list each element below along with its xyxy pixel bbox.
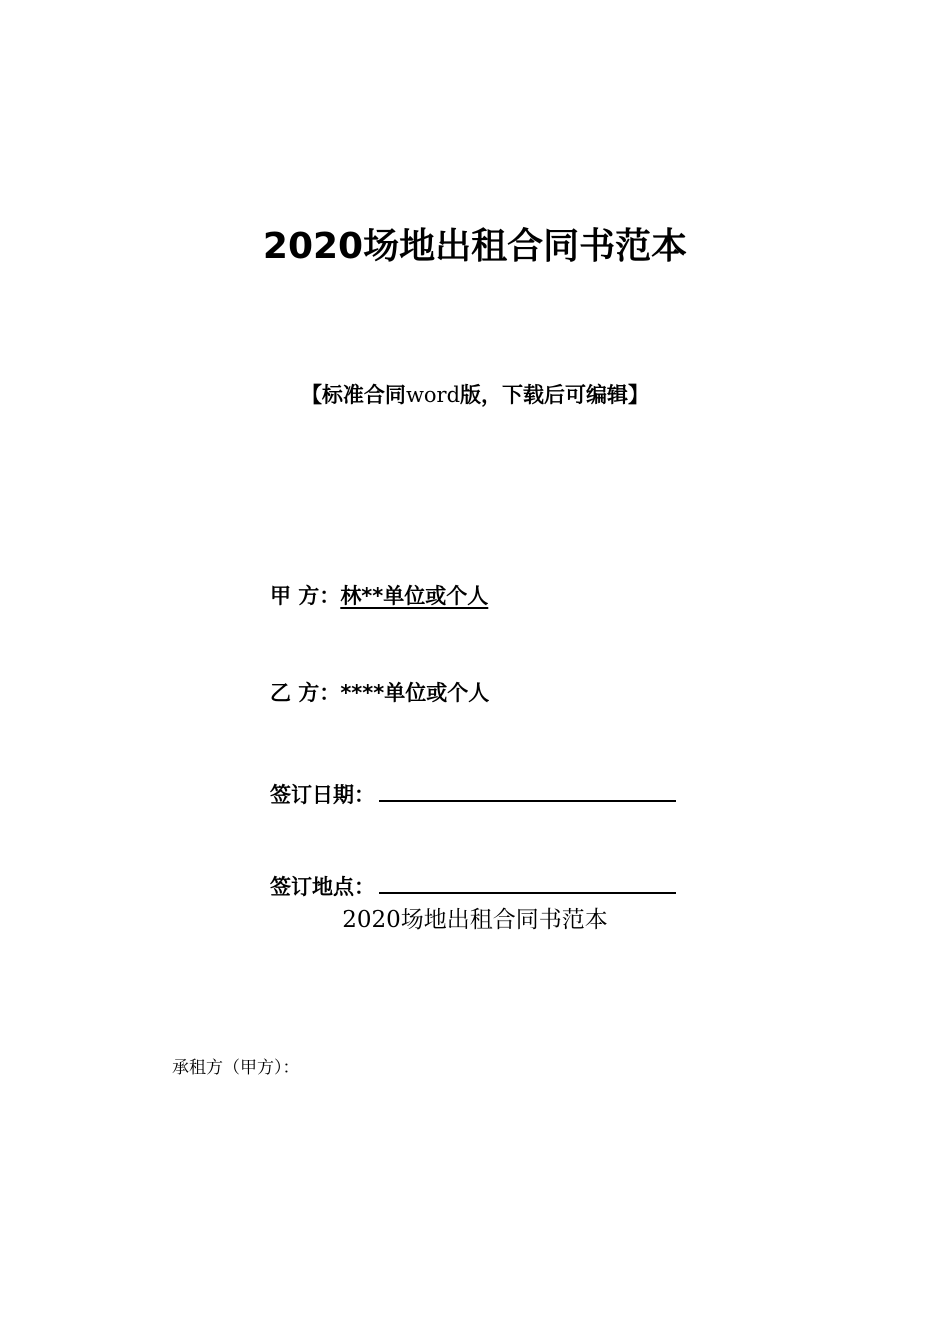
lessee-label: 承租方（甲方）： bbox=[172, 1058, 300, 1078]
party-a-label: 甲 方： bbox=[270, 584, 341, 608]
sign-date-blank bbox=[379, 778, 676, 802]
party-a-value: 林**单位或个人 bbox=[340, 584, 489, 608]
subtitle-suffix: 版，下载后可编辑】 bbox=[460, 383, 650, 407]
sign-place-field bbox=[270, 870, 676, 904]
party-b-field bbox=[270, 676, 489, 710]
party-b-value: ****单位或个人 bbox=[340, 681, 490, 705]
document-subtitle bbox=[0, 378, 950, 412]
sign-place-blank bbox=[379, 870, 676, 894]
subtitle-prefix: 【标准合同 bbox=[300, 383, 406, 407]
body-title: 2020场地出租合同书范本 bbox=[342, 907, 608, 933]
sign-date-label: 签订日期： bbox=[270, 783, 375, 807]
sign-date-field bbox=[270, 778, 676, 812]
document-title: 2020场地出租合同书范本 bbox=[262, 226, 688, 267]
sign-place-label: 签订地点： bbox=[270, 875, 375, 899]
party-a-field bbox=[270, 579, 488, 613]
subtitle-word: word bbox=[405, 383, 461, 407]
party-b-label: 乙 方： bbox=[270, 681, 341, 705]
